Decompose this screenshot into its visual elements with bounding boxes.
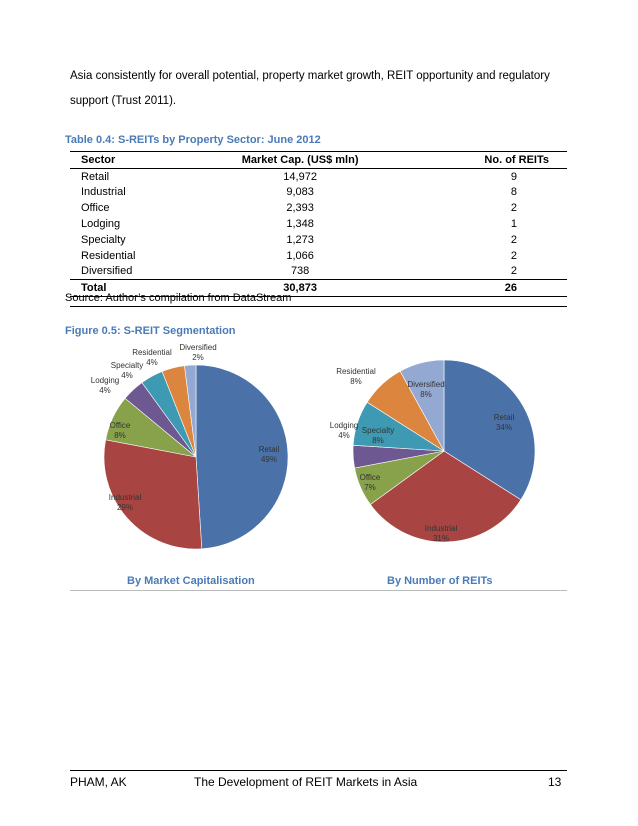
cell-sector: Lodging — [81, 218, 121, 231]
footer-page-number: 13 — [548, 775, 562, 789]
cell-sector: Diversified — [81, 265, 133, 278]
cell-total-market-cap: 30,873 — [210, 280, 390, 297]
reit-sector-table — [70, 152, 567, 297]
pie-label-office: Office 7% — [359, 473, 381, 492]
footer-author: PHAM, AK — [70, 775, 127, 789]
cell-reit-count: 2 — [510, 249, 517, 262]
pie-label-industrial: Industrial 31% — [424, 524, 458, 543]
pie-label-diversified: Diversified 8% — [407, 380, 445, 399]
cell-reit-count: 2 — [510, 265, 517, 278]
pie-market-cap — [91, 343, 288, 549]
pie-label-lodging: Lodging 4% — [90, 376, 120, 395]
pie-label-specialty: Specialty 4% — [110, 361, 144, 380]
table-row — [70, 248, 567, 264]
cell-sector: Office — [81, 202, 110, 215]
cell-market-cap: 9,083 — [286, 186, 314, 199]
header-market-cap: Market Cap. (US$ mln) — [210, 152, 390, 168]
caption-reit-count: By Number of REITs — [387, 575, 493, 587]
table-row — [70, 232, 567, 248]
cell-market-cap: 738 — [290, 265, 310, 278]
pie-label-office: Office 8% — [109, 421, 131, 440]
pie-label-industrial: Industrial 29% — [108, 493, 142, 512]
pie-label-residential: Residential 8% — [336, 367, 376, 386]
cell-total-label: Total — [70, 280, 210, 297]
cell-reit-count: 1 — [510, 218, 517, 231]
pie-label-retail: Retail 49% — [258, 445, 280, 464]
header-reit-count: No. of REITs — [390, 152, 567, 168]
cell-sector: Retail — [81, 170, 110, 183]
pie-reit-count — [330, 360, 535, 543]
source-rule — [70, 306, 567, 307]
header-sector: Sector — [70, 152, 210, 168]
cell-reit-count: 2 — [510, 233, 517, 246]
table-row — [70, 216, 567, 232]
cell-market-cap: 1,066 — [286, 249, 314, 262]
footer-rule — [70, 770, 567, 771]
pie-label-retail: Retail 34% — [493, 413, 515, 432]
intro-paragraph: Asia consistently for overall potential, property market growth, REIT opportunity and regulatory support (Trust 2011). — [70, 70, 550, 107]
footer-title: The Development of REIT Markets in Asia — [194, 775, 418, 789]
cell-reit-count: 8 — [510, 186, 517, 199]
cell-total-reit-count: 26 — [390, 280, 567, 297]
cell-market-cap: 1,273 — [286, 233, 314, 246]
cell-sector: Residential — [81, 249, 136, 262]
cell-market-cap: 14,972 — [283, 170, 317, 183]
cell-reit-count: 9 — [510, 170, 517, 183]
figure-title: Figure 0.5: S-REIT Segmentation — [65, 325, 236, 337]
cell-sector: Specialty — [81, 233, 126, 246]
caption-market-cap: By Market Capitalisation — [127, 575, 255, 587]
pie-label-specialty: Specialty 8% — [361, 426, 395, 445]
table-header-row — [70, 152, 567, 168]
cell-market-cap: 2,393 — [286, 202, 314, 215]
table-source-note: Source: Author’s compilation from DataStream — [65, 292, 292, 304]
figure-bottom-rule — [70, 590, 567, 591]
table-row — [70, 168, 567, 184]
pie-label-residential: Residential 4% — [132, 348, 172, 367]
segmentation-pie-charts — [70, 340, 567, 570]
cell-sector: Industrial — [81, 186, 126, 199]
table-row — [70, 200, 567, 216]
table-row — [70, 185, 567, 201]
cell-market-cap: 1,348 — [286, 218, 314, 231]
pie-label-lodging: Lodging 4% — [329, 421, 359, 440]
pie-label-diversified: Diversified 2% — [179, 343, 217, 362]
cell-reit-count: 2 — [510, 202, 517, 215]
table-row — [70, 264, 567, 280]
table-title: Table 0.4: S-REITs by Property Sector: June 2012 — [65, 134, 321, 146]
